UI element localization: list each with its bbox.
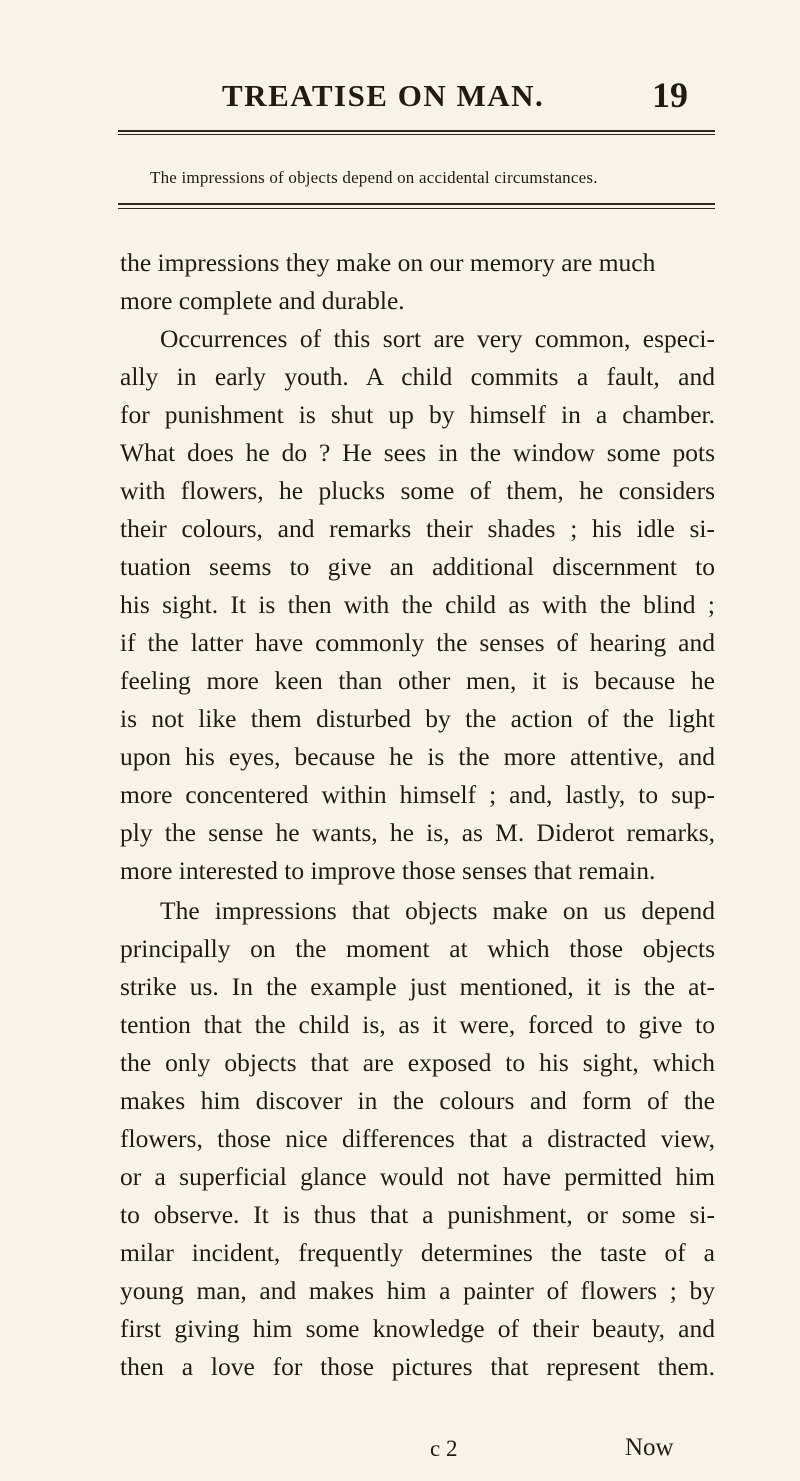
marginal-note: The impressions of objects depend on accidental circumstances. (150, 168, 598, 187)
text-line: or a superficial glance would not have permitted him (120, 1162, 715, 1191)
text-line: young man, and makes him a painter of flowers ; by (120, 1276, 715, 1305)
text-line: upon his eyes, because he is the more attentive, and (120, 742, 715, 771)
header-rule (118, 130, 715, 132)
text-line: the only objects that are exposed to his sight, which (120, 1048, 715, 1077)
text-line: more interested to improve those senses that remain. (120, 856, 656, 885)
note-rule-thin (118, 208, 715, 209)
text-line: first giving him some knowledge of their beauty, and (120, 1314, 715, 1343)
note-rule (118, 203, 715, 205)
text-line: then a love for those pictures that represent them. (120, 1352, 715, 1381)
text-line: ply the sense he wants, he is, as M. Diderot remarks, (120, 818, 715, 847)
text-line: his sight. It is then with the child as with the blind ; (120, 590, 715, 619)
catchword: Now (625, 1434, 674, 1461)
text-line: makes him discover in the colours and form of the (120, 1086, 715, 1115)
text-line: What does he do ? He sees in the window some pots (120, 438, 715, 467)
text-line: tention that the child is, as it were, forced to give to (120, 1010, 715, 1039)
header-rule-thin (118, 134, 715, 135)
text-line: if the latter have commonly the senses of hearing and (120, 628, 715, 657)
signature-mark: c 2 (430, 1436, 458, 1461)
text-line: more complete and durable. (120, 286, 405, 315)
text-line: their colours, and remarks their shades ; his idle si- (120, 514, 715, 543)
running-head: TREATISE ON MAN. (222, 78, 545, 113)
text-line: feeling more keen than other men, it is because he (120, 666, 715, 695)
text-line: Occurrences of this sort are very common, especi- (160, 324, 715, 353)
text-line: more concentered within himself ; and, lastly, to sup- (120, 780, 715, 809)
text-line: tuation seems to give an additional discernment to (120, 552, 715, 581)
text-line: flowers, those nice differences that a distracted view, (120, 1124, 715, 1153)
text-line: ally in early youth. A child commits a fault, and (120, 362, 715, 391)
page-number: 19 (652, 75, 688, 115)
text-line: strike us. In the example just mentioned, it is the at- (120, 972, 715, 1001)
text-line: is not like them disturbed by the action of the light (120, 704, 715, 733)
text-line: the impressions they make on our memory are much (120, 248, 656, 277)
text-line: milar incident, frequently determines the taste of a (120, 1238, 715, 1267)
text-line: with flowers, he plucks some of them, he considers (120, 476, 715, 505)
text-line: to observe. It is thus that a punishment, or some si- (120, 1200, 715, 1229)
text-line: principally on the moment at which those objects (120, 934, 715, 963)
text-line: The impressions that objects make on us depend (160, 896, 715, 925)
text-line: for punishment is shut up by himself in a chamber. (120, 400, 715, 429)
